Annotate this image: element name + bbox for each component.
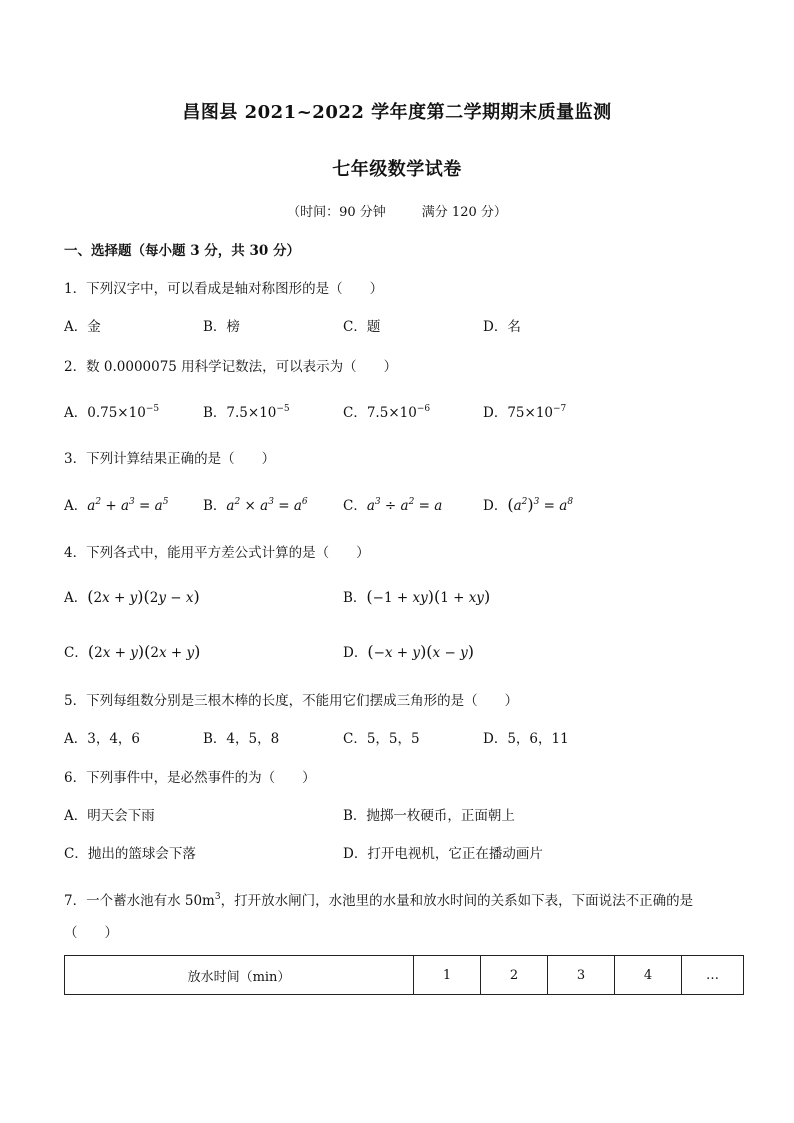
q4-b-label: B． xyxy=(343,590,367,606)
q5-option-a: A．3，4，6 xyxy=(64,731,141,747)
q3-option-b xyxy=(203,494,308,514)
table-cell: 3 xyxy=(548,956,615,995)
q3-option-a xyxy=(64,494,168,514)
q1-option-c: C．题 xyxy=(343,319,381,335)
q5-option-b: B．4，5，8 xyxy=(203,731,280,747)
q4-a-formula: (2x + y)(2y − x) xyxy=(87,587,200,606)
q3-option-c xyxy=(343,494,442,514)
q4-option-a xyxy=(64,586,200,606)
q4-a-label: A． xyxy=(64,590,88,606)
table-cell: 4 xyxy=(615,956,682,995)
q5-option-d: D．5，6，11 xyxy=(483,731,569,747)
q5-option-c: C．5，5，5 xyxy=(343,731,420,747)
q2-c-label: C． xyxy=(343,405,367,421)
exam-title: 昌图县 2021~2022 学年度第二学期期末质量监测 xyxy=(182,102,612,123)
question-7-stem xyxy=(64,889,693,909)
q4-c-label: C． xyxy=(64,645,88,661)
section-heading: 一、选择题（每小题 3 分，共 30 分） xyxy=(64,243,300,259)
q2-option-a xyxy=(64,401,159,421)
question-6-stem: 6．下列事件中，是必然事件的为（ ） xyxy=(64,770,316,786)
table-cell: … xyxy=(682,956,744,995)
q6-option-c: C．抛出的篮球会下落 xyxy=(64,846,196,862)
q2-b-base: 7.5×10 xyxy=(226,405,277,421)
q4-d-formula: (−x + y)(x − y) xyxy=(367,642,474,661)
q1-option-a: A．金 xyxy=(64,319,101,335)
question-4-stem: 4．下列各式中，能用平方差公式计算的是（ ） xyxy=(64,545,370,561)
q2-a-label: A． xyxy=(64,405,88,421)
q3-option-d xyxy=(483,494,573,514)
exam-meta xyxy=(0,201,794,220)
q2-b-exp: −5 xyxy=(276,404,290,414)
q1-option-d: D．名 xyxy=(483,319,521,335)
time-limit: （时间：90 分钟 xyxy=(287,205,386,220)
q3-a-formula: $a^2 + a^3 = a^5$ xyxy=(87,497,169,514)
q3-c-label: C． xyxy=(343,498,367,514)
q7-stem-part-a: 7．一个蓄水池有水 50m xyxy=(64,893,215,909)
table-row xyxy=(65,956,744,995)
table-header-cell: 放水时间（min） xyxy=(65,956,414,995)
q2-c-base: 7.5×10 xyxy=(366,405,417,421)
q2-option-c xyxy=(343,401,430,421)
q7-stem-part-b: ，打开放水闸门，水池里的水量和放水时间的关系如下表，下面说法不正确的是 xyxy=(220,893,694,909)
q7-stem-exp: 3 xyxy=(214,892,221,902)
q4-b-formula: (−1 + xy)(1 + xy) xyxy=(366,587,491,606)
q3-b-label: B． xyxy=(203,498,227,514)
q4-c-formula: (2x + y)(2x + y) xyxy=(87,642,201,661)
q2-c-exp: −6 xyxy=(416,404,431,414)
question-5-stem: 5．下列每组数分别是三根木棒的长度，不能用它们摆成三角形的是（ ） xyxy=(64,693,519,709)
q1-option-b: B．榜 xyxy=(203,319,240,335)
q2-a-exp: −5 xyxy=(145,404,160,414)
q2-d-label: D． xyxy=(483,405,508,421)
q7-answer-paren: （ ） xyxy=(64,925,118,941)
q3-b-formula: $a^2 \times a^3 = a^6$ xyxy=(226,497,308,514)
q3-c-formula: $a^3 \div a^2 = a$ xyxy=(366,497,443,514)
q4-option-d xyxy=(343,641,474,661)
q2-d-exp: −7 xyxy=(553,404,567,414)
q2-a-base: 0.75×10 xyxy=(87,405,146,421)
question-2-stem: 2．数 0.0000075 用科学记数法，可以表示为（ ） xyxy=(64,359,398,375)
q4-d-label: D． xyxy=(343,645,368,661)
full-score: 满分 120 分） xyxy=(421,205,507,220)
exam-subtitle: 七年级数学试卷 xyxy=(332,159,462,180)
question-3-stem: 3．下列计算结果正确的是（ ） xyxy=(64,451,276,467)
q6-option-a: A．明天会下雨 xyxy=(64,808,155,824)
q4-option-b xyxy=(343,586,490,606)
q2-b-label: B． xyxy=(203,405,227,421)
q2-d-base: 75×10 xyxy=(507,405,553,421)
q6-option-b: B．抛掷一枚硬币，正面朝上 xyxy=(343,808,515,824)
q7-data-table xyxy=(64,955,744,995)
q6-option-d: D．打开电视机，它正在播动画片 xyxy=(343,846,543,862)
table-cell: 1 xyxy=(414,956,481,995)
q4-option-c xyxy=(64,641,200,661)
q2-option-b xyxy=(203,401,290,421)
q3-a-label: A． xyxy=(64,498,88,514)
q2-option-d xyxy=(483,401,566,421)
q3-d-formula: $(a^2)^3 = a^8$ xyxy=(507,495,574,514)
q3-d-label: D． xyxy=(483,498,508,514)
table-cell: 2 xyxy=(481,956,548,995)
question-1-stem: 1．下列汉字中，可以看成是轴对称图形的是（ ） xyxy=(64,281,384,297)
